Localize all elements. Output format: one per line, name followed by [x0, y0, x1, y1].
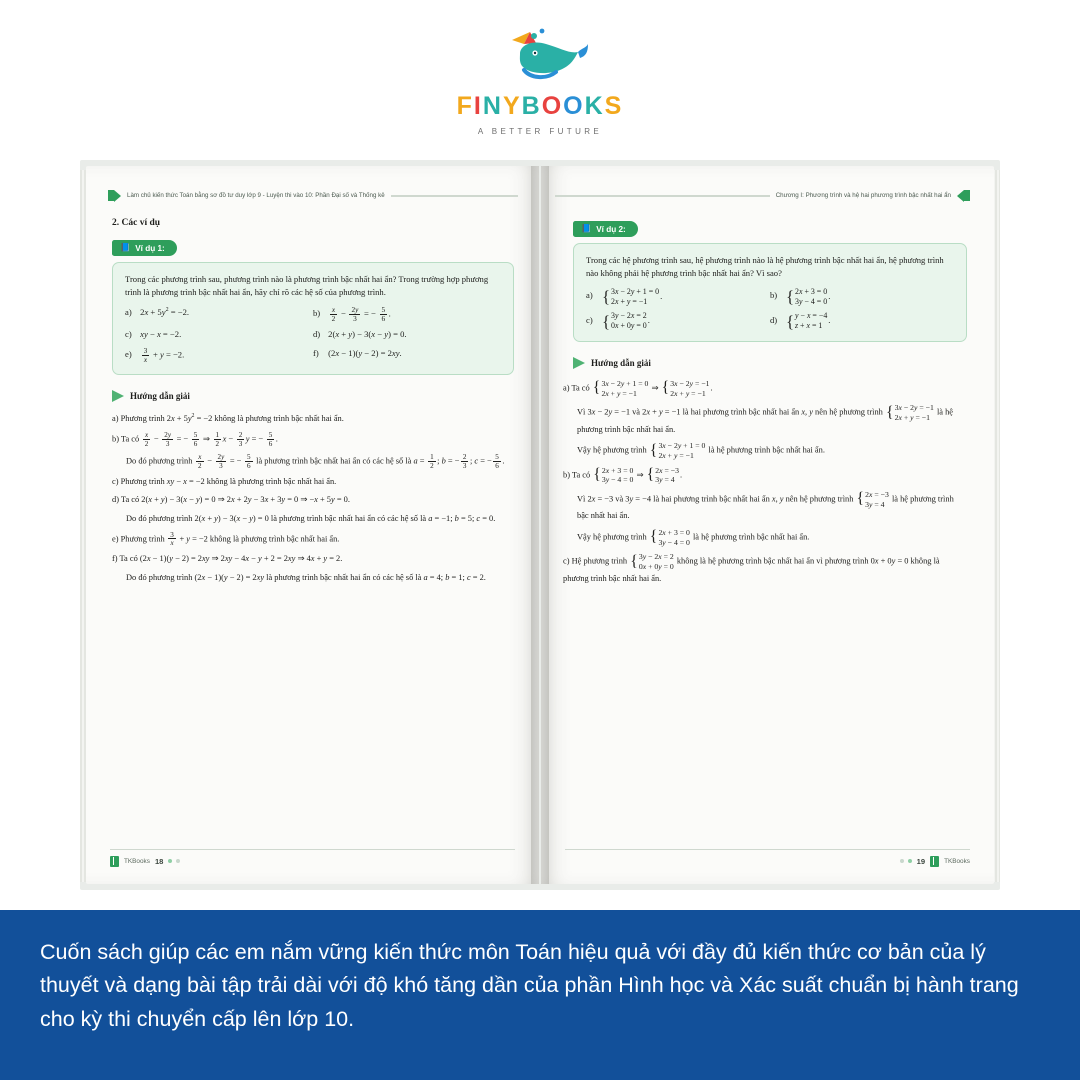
example-1-box	[112, 262, 514, 375]
example-item-row	[586, 311, 954, 331]
left-page-number: 18	[154, 856, 164, 866]
left-footer-rule	[110, 849, 515, 850]
example2-item-c: c) { 3y − 2x = 2 0x + 0y = 0 .	[586, 311, 650, 331]
left-running-header	[108, 188, 518, 203]
arrow-icon	[112, 390, 124, 402]
right-page	[541, 166, 994, 884]
book-spread	[80, 160, 1000, 890]
arrow-icon	[573, 357, 585, 369]
example-item-c: c) xy − x = −2.	[125, 329, 182, 339]
caption-text: Cuốn sách giúp các em nắm vững kiến thức môn Toán hiệu quả với đầy đủ kiến thức cơ bản của lý thuyết và dạng bài tập trải dài với độ khó tăng dần của phần Hình học và Xác suất chuẩn bị hành trang cho kỳ thi chuyển cấp lên lớp 10.	[40, 940, 1019, 1031]
right-guide-heading	[573, 357, 651, 369]
example-2-badge	[573, 221, 638, 237]
left-page	[86, 166, 539, 884]
example-item-row	[125, 306, 501, 323]
right-footer-brand: TKBooks	[944, 857, 970, 865]
example-1-items	[125, 306, 501, 365]
solution-b-detail: Do đó phương trình $\frac{x}{2}$ − $\frac{2y}{3}$ = − $\frac{5}{6}$ là phương trình bậc nhất hai ẩn có các hệ số là a = $\frac{1}{2}$ ; b = − $\frac{2}{3}$ ; c = − $\frac{5}{6}$ .	[126, 452, 505, 470]
left-guide-label: Hướng dẫn giải	[130, 391, 190, 402]
right-guide-label: Hướng dẫn giải	[591, 358, 651, 369]
example-1-prompt: Trong các phương trình sau, phương trình nào là phương trình bậc nhất hai ẩn? Trong trường hợp phương trình là phương trình bậc nhất hai ẩn, hãy chỉ rõ các hệ số của phương trình.	[125, 274, 489, 298]
logo-tagline: A BETTER FUTURE	[477, 127, 603, 136]
left-footer-brand: TKBooks	[124, 857, 150, 865]
left-guide-heading	[112, 390, 190, 402]
example-2-items	[586, 287, 954, 332]
solution-b: b) Ta có $\frac{x}{2}$ − $\frac{2y}{3}$ = − $\frac{5}{6}$ ⇒ $\frac{1}{2}$ x − $\frac{2}{3}$ y = − $\frac{5}{6}$ .	[112, 430, 278, 448]
right-page-number: 19	[916, 856, 926, 866]
section-title: 2. Các ví dụ	[112, 218, 161, 228]
solution-c: c) Phương trình xy − x = −2 không là phương trình bậc nhất hai ẩn.	[112, 476, 337, 486]
example2-item-a: a) { 3x − 2y + 1 = 0 2x + y = −1 .	[586, 286, 663, 306]
book-badge-icon: 📘	[120, 243, 131, 252]
solution-e: e) Phương trình $\frac{3}{x}$ + y = −2 không là phương trình bậc nhất hai ẩn.	[112, 530, 340, 548]
solution-a: a) Phương trình $2x + 5y^2 = -2$ không là phương trình bậc nhất hai ẩn.	[112, 413, 344, 424]
caption-bar	[0, 910, 1080, 1080]
book-spine	[531, 166, 549, 884]
example-item-a: a) $2x + 5y^2 = -2$.	[125, 306, 190, 317]
example-item-row	[125, 347, 501, 364]
r-solution-a-conclusion: Vậy hệ phương trình { 3x − 2y + 1 = 0 2x + y = −1 là hệ phương trình bậc nhất hai ẩn.	[577, 441, 825, 461]
example-item-b: b) $\frac{x}{2}$ − $\frac{2y}{3}$ = − $\frac{5}{6}$ .	[313, 304, 391, 323]
footer-dots	[168, 859, 180, 863]
footer-dots	[900, 859, 912, 863]
example-2-label: Ví dụ 2:	[596, 224, 626, 234]
example-item-e: e) $\frac{3}{x}$ + y = −2.	[125, 345, 185, 364]
right-page-footer	[900, 854, 970, 868]
example2-item-b: b) { 2x + 3 = 0 3y − 4 = 0 .	[770, 286, 831, 306]
r-solution-a: a) Ta có { 3x − 2y + 1 = 0 2x + y = −1 ⇒ { 3x − 2y = −1 2x + y = −1 .	[563, 379, 713, 398]
r-solution-a-detail: Vì 3x − 2y = −1 và 2x + y = −1 là hai phương trình bậc nhất hai ẩn x, y nên hệ phương trình { 3x − 2y = −1 2x + y = −1 là hệ phương trình bậc nhất hai ẩn.	[577, 403, 954, 434]
solution-d-detail: Do đó phương trình 2(x + y) − 3(x − y) = 0 là phương trình bậc nhất hai ẩn có các hệ số là a = −1; b = 5; c = 0.	[126, 513, 496, 523]
example-1-badge	[112, 240, 177, 256]
example-item-row	[125, 328, 501, 342]
example-2-prompt: Trong các hệ phương trình sau, hệ phương trình nào là hệ phương trình bậc nhất hai ẩn, hệ phương trình nào không phải hệ phương trình bậc nhất hai ẩn? Vì sao?	[586, 255, 944, 279]
book-icon	[110, 856, 119, 867]
logo-wordmark: FINYBOOKS	[456, 92, 624, 120]
solution-d: d) Ta có 2(x + y) − 3(x − y) = 0 ⇒ 2x + 2y − 3x + 3y = 0 ⇒ −x + 5y = 0.	[112, 495, 350, 505]
r-solution-b: b) Ta có { 2x + 3 = 0 3y − 4 = 0 ⇒ { 2x = −3 3y = 4 .	[563, 465, 683, 485]
left-page-footer	[110, 854, 180, 868]
solution-f-detail: Do đó phương trình (2x − 1)(y − 2) = 2xy là phương trình bậc nhất hai ẩn có các hệ số là a = 4; b = 1; c = 2.	[126, 573, 486, 583]
solution-f: f) Ta có (2x − 1)(y − 2) = 2xy ⇒ 2xy − 4x − y + 2 = 2xy ⇒ 4x + y = 2.	[112, 554, 343, 564]
example-1-label: Ví dụ 1:	[135, 243, 165, 253]
r-solution-b-conclusion: Vậy hệ phương trình { 2x + 3 = 0 3y − 4 = 0 là hệ phương trình bậc nhất hai ẩn.	[577, 527, 810, 547]
example-2-box	[573, 243, 967, 342]
example-item-f: f) (2x − 1)(y − 2) = 2xy.	[313, 347, 402, 358]
book-icon	[930, 856, 939, 867]
r-solution-b-detail: Vì 2x = −3 và 3y = −4 là hai phương trình bậc nhất hai ẩn x, y nên hệ phương trình { 2x = −3 3y = 4 là hệ phương trình bậc nhất hai ẩn.	[577, 489, 954, 521]
left-running-header-text: Làm chủ kiến thức Toán bằng sơ đồ tư duy lớp 9 - Luyện thi vào 10: Phần Đại số và Thống kê	[127, 192, 385, 199]
example-item-row	[586, 287, 954, 307]
r-solution-c: c) Hệ phương trình { 3y − 2x = 2 0x + 0y = 0 không là hệ phương trình bậc nhất hai ẩn vì phương trình 0x + 0y = 0 không là phương trình bậc nhất hai ẩn.	[563, 552, 940, 583]
example2-item-d: d) { y − x = −4 z + x = 1 .	[770, 311, 831, 331]
brand-logo	[0, 22, 1080, 136]
right-running-header	[555, 188, 970, 203]
right-running-header-text: Chương I: Phương trình và hệ hai phương trình bậc nhất hai ẩn	[775, 192, 951, 199]
right-footer-rule	[565, 849, 970, 850]
example-item-d: d) 2(x + y) − 3(x − y) = 0.	[313, 329, 407, 339]
whale-logo-icon	[490, 22, 590, 84]
book-badge-icon: 📘	[581, 224, 592, 233]
